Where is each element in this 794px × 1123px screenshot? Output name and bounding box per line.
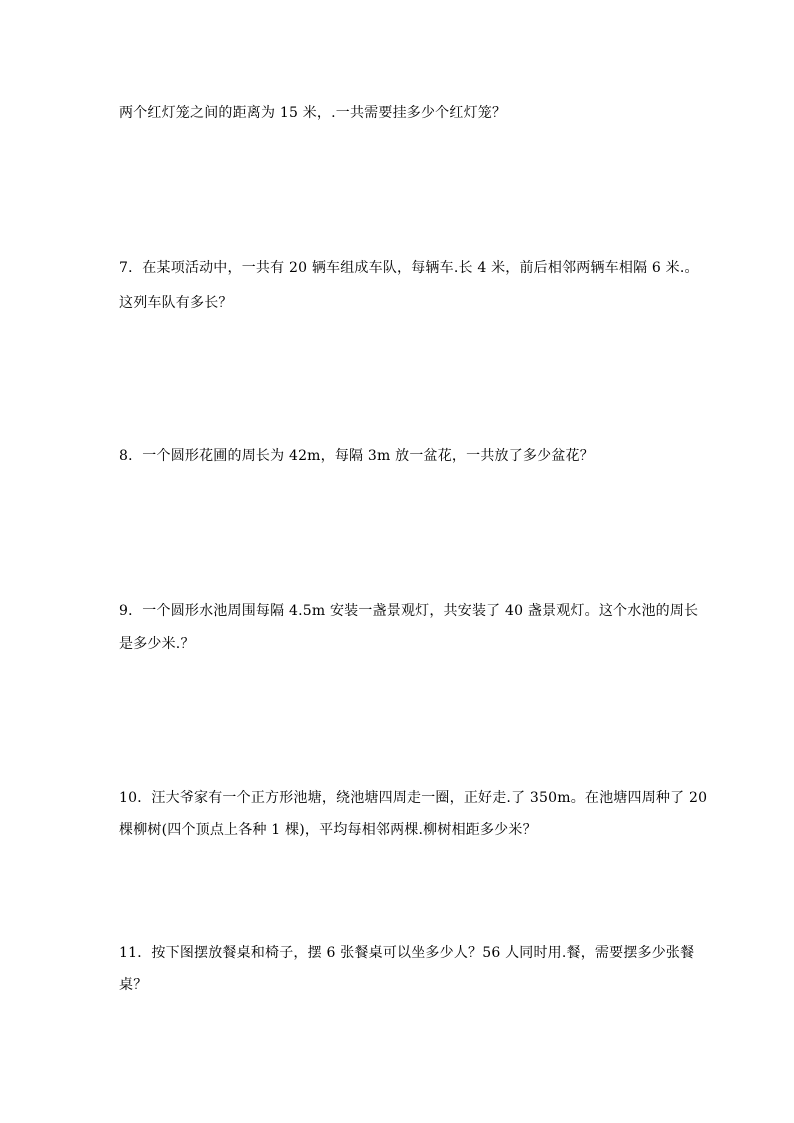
problem-6-tail-line-1: 两个红灯笼之间的距离为 15 米，.一共需要挂多少个红灯笼？ [119, 105, 507, 121]
problem-10-line-1: 10．汪大爷家有一个正方形池塘，绕池塘四周走一圈，正好走.了 350m。在池塘四周种了 20 [119, 790, 708, 806]
problem-11-line-2: 桌？ [119, 977, 148, 993]
problem-7-line-2: 这列车队有多长？ [119, 295, 233, 311]
problem-9-line-2: 是多少米.？ [119, 636, 195, 652]
problem-9-line-1: 9．一个圆形水池周围每隔 4.5m 安装一盏景观灯，共安装了 40 盏景观灯。这个水池的周长 [119, 603, 699, 619]
problem-10-line-2: 棵柳树(四个顶点上各种 1 棵)，平均每相邻两棵.柳树相距多少米？ [119, 822, 537, 838]
problem-8-line-1: 8．一个圆形花圃的周长为 42m，每隔 3m 放一盆花，一共放了多少盆花？ [119, 448, 594, 464]
problem-7-line-1: 7．在某项活动中，一共有 20 辆车组成车队，每辆车.长 4 米，前后相邻两辆车相隔 6 米.。 [119, 260, 699, 276]
problem-11-line-1: 11．按下图摆放餐桌和椅子，摆 6 张餐桌可以坐多少人？56 人同时用.餐，需要摆多少张餐 [119, 945, 695, 961]
